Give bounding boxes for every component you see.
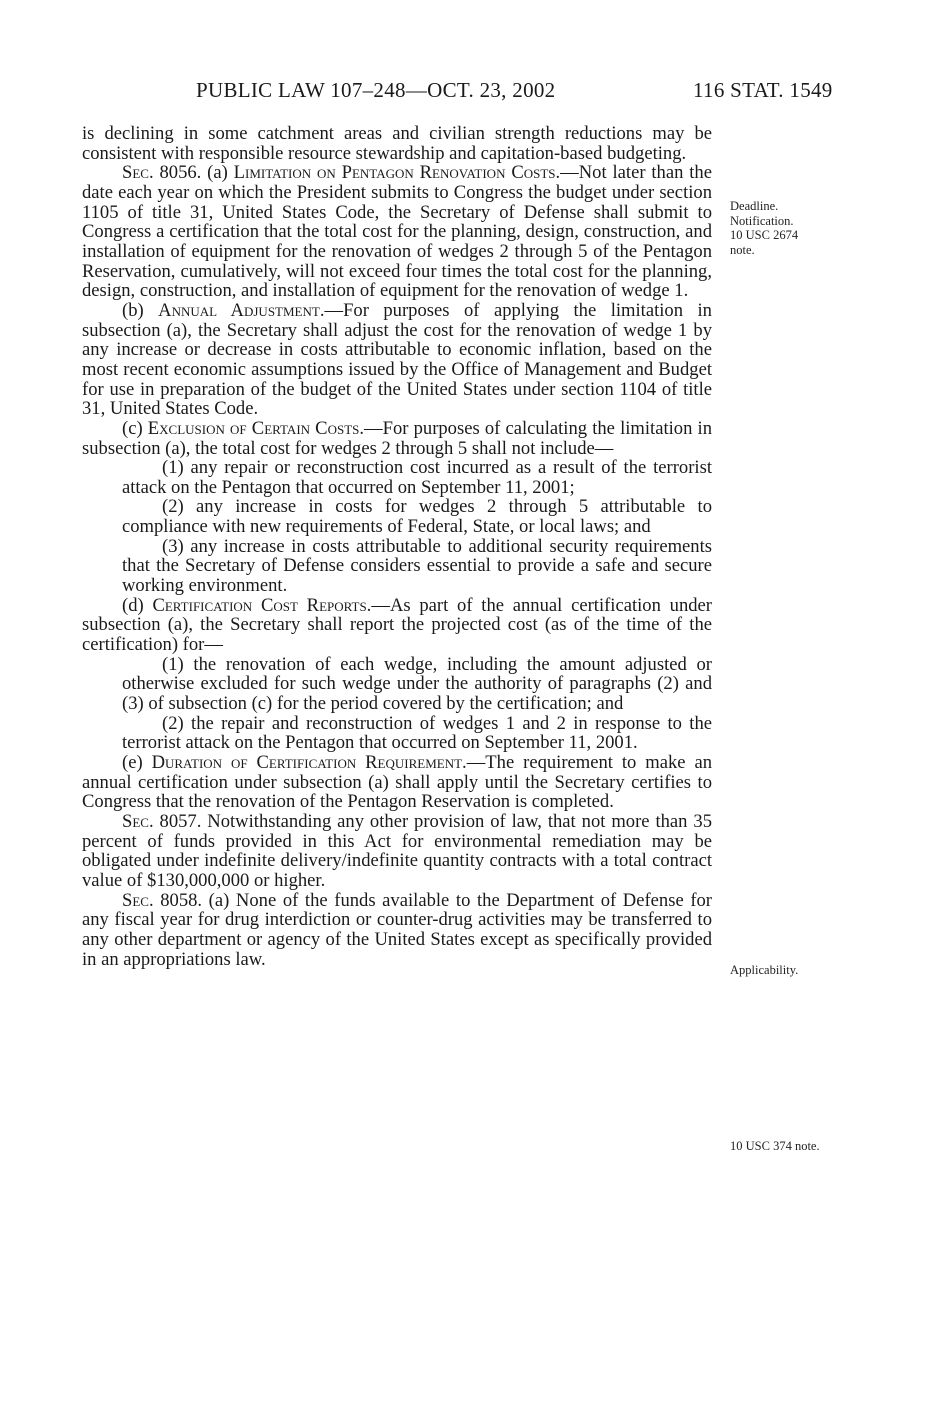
small-caps-heading: Sec. [122, 889, 154, 911]
text-run: (d) [122, 594, 153, 616]
paragraph-continuation [82, 124, 712, 163]
text-run: —Not later than the date each year on which the President submits to Congress the budget under section 1105 of title 31, United States Code, the Secretary of Defense shall submit to Congress a certification that the total cost for the planning, design, construction, and installation of equipment for the renovation of wedges 2 through 5 of the Pentagon Reservation, cumulatively, will not exceed four times the total cost for the planning, design, construction, and installation of equipment for the renovation of wedge 1. [82, 162, 712, 302]
text-run: (2) the repair and reconstruction of wedges 1 and 2 in response to the terrorist attack on the Pentagon that occurred on September 11, 2001. [122, 712, 712, 754]
text-run: (3) any increase in costs attributable to additional security requirements that the Secretary of Defense considers essential to provide a safe and secure working environment. [122, 535, 712, 597]
small-caps-heading: Certification Cost Reports. [152, 594, 372, 616]
text-run: —For purposes of calculating the limitation in subsection (a), the total cost for wedges 2 through 5 shall not include— [82, 417, 712, 459]
enumerated-item [82, 655, 712, 714]
text-run: (1) any repair or reconstruction cost incurred as a result of the terrorist attack on the Pentagon that occurred on September 11, 2001; [122, 457, 712, 498]
enumerated-item [82, 497, 712, 536]
text-run: —For purposes of applying the limitation in subsection (a), the Secretary shall adjust the cost for the renovation of wedge 1 by any increase or decrease in costs attributable to economic inflation, based on the most recent economic assumptions issued by the Office of Management and Budget for use in preparation of the budget of the United States under section 1104 of title 31, United States Code. [82, 299, 712, 420]
section-paragraph [82, 301, 712, 419]
margin-note-line: 10 USC 2674 [730, 228, 799, 242]
margin-note-sec8058 [730, 1139, 870, 1154]
enumerated-item [82, 458, 712, 497]
header-title: PUBLIC LAW 107–248—OCT. 23, 2002 [196, 78, 556, 102]
margin-note-sec8056 [730, 199, 870, 257]
small-caps-heading: Exclusion of Certain Costs. [147, 417, 365, 439]
text-run: —As part of the annual certification under subsection (a), the Secretary shall report the projected cost (as of the time of the certification) for— [82, 594, 712, 656]
small-caps-heading: Sec. [122, 162, 154, 184]
margin-note-line: Deadline. [730, 199, 779, 213]
margin-note-applicability [730, 963, 870, 978]
small-caps-heading: Duration of Certification Requirement. [151, 752, 467, 773]
text-run: (e) [122, 752, 152, 773]
text-run: —The requirement to make an annual certification under subsection (a) shall apply until the Secretary certifies to Congress that the renovation of the Pentagon Reservation is completed. [82, 752, 712, 813]
text-run: 8056. (a) [153, 162, 234, 184]
statute-page-number: 116 STAT. 1549 [693, 78, 833, 102]
small-caps-heading: Limitation on Pentagon Renovation Costs. [233, 162, 561, 184]
small-caps-heading: Annual Adjustment. [158, 299, 325, 321]
text-run: is declining in some catchment areas and civilian strength reductions may be consistent with responsible resource stewardship and capitation-based budgeting. [82, 123, 712, 164]
margin-note-line: Notification. [730, 213, 794, 228]
section-paragraph [82, 596, 712, 655]
section-paragraph [82, 812, 712, 891]
text-run: (c) [122, 417, 148, 439]
running-header [0, 78, 945, 108]
section-paragraph [82, 753, 712, 812]
section-paragraph [82, 163, 712, 301]
text-run: 8058. (a) None of the funds available to the Department of Defense for any fiscal year for drug interdiction or counter-drug activities may be transferred to any other department or agency of the United States except as specifically provided in an appropriations law. [82, 889, 712, 970]
text-run: (2) any increase in costs for wedges 2 through 5 attributable to compliance with new requirements of Federal, State, or local laws; and [122, 496, 712, 538]
enumerated-item [82, 714, 712, 753]
text-run: (b) [122, 299, 159, 321]
text-run: 8057. Notwithstanding any other provision of law, that not more than 35 percent of funds provided in this Act for environmental remediation may be obligated under indefinite delivery/indefinite quantity contracts with a total contract value of $130,000,000 or higher. [82, 810, 712, 891]
margin-note-line: note. [730, 242, 755, 257]
section-paragraph [82, 891, 712, 970]
margin-note-line: 10 USC 374 note. [730, 1139, 820, 1153]
text-run: (1) the renovation of each wedge, including the amount adjusted or otherwise excluded for such wedge under the authority of paragraphs (2) and (3) of subsection (c) for the period covered by the certification; and [122, 653, 712, 715]
margin-note-line: Applicability. [730, 963, 799, 977]
section-paragraph [82, 419, 712, 458]
small-caps-heading: Sec. [122, 810, 154, 832]
enumerated-item [82, 537, 712, 596]
statute-body-text [82, 124, 712, 969]
